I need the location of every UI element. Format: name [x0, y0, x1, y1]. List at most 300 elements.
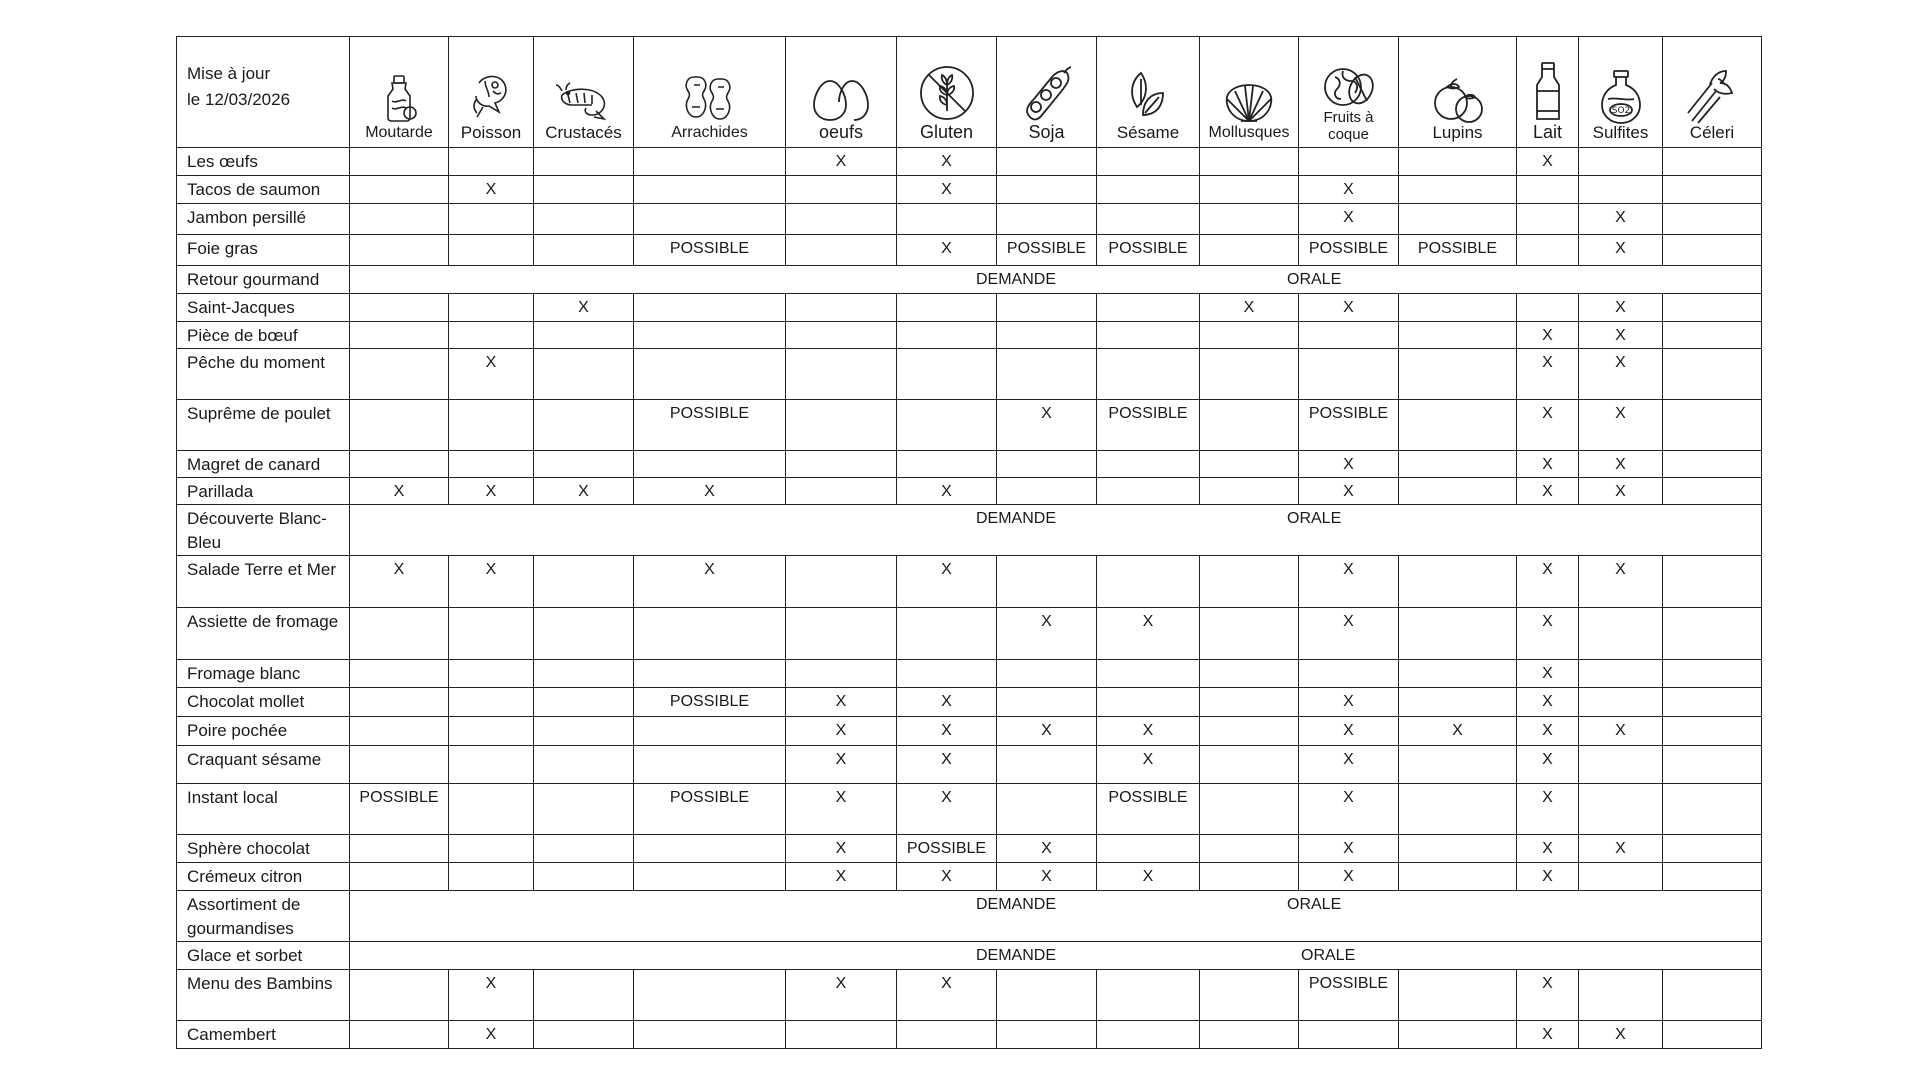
allergen-cell-lait: X: [1517, 660, 1579, 688]
allergen-cell-crustaces: [534, 204, 634, 235]
allergen-cell-moutarde: [350, 176, 449, 204]
allergen-cell-mollusques: [1200, 970, 1299, 1021]
note-orale: ORALE: [1301, 947, 1356, 964]
allergen-cell-sesame: POSSIBLE: [1097, 400, 1200, 451]
table-row: [177, 891, 1762, 942]
allergen-cell-fruits: X: [1299, 688, 1399, 717]
allergen-cell-lait: X: [1517, 717, 1579, 746]
table-row: [177, 942, 1762, 970]
allergen-cell-lupins: [1399, 204, 1517, 235]
dish-name: Foie gras: [177, 235, 350, 266]
allergen-cell-oeufs: [786, 176, 897, 204]
allergen-cell-sesame: [1097, 148, 1200, 176]
mustard-icon: [375, 73, 423, 125]
allergen-cell-sulfites: [1579, 688, 1663, 717]
allergen-cell-soja: [997, 660, 1097, 688]
allergen-cell-lait: X: [1517, 1021, 1579, 1049]
shell-icon: [1221, 81, 1277, 125]
allergen-cell-poisson: [449, 863, 534, 891]
col-fruits-a-coque: [1299, 37, 1399, 148]
allergen-cell-gluten: X: [897, 556, 997, 608]
allergen-cell-arachides: X: [634, 478, 786, 505]
allergen-cell-moutarde: [350, 717, 449, 746]
allergen-cell-sesame: X: [1097, 717, 1200, 746]
allergen-cell-sulfites: [1579, 863, 1663, 891]
allergen-cell-crustaces: [534, 688, 634, 717]
allergen-cell-celeri: [1663, 660, 1762, 688]
allergen-cell-celeri: [1663, 556, 1762, 608]
allergen-cell-lupins: [1399, 176, 1517, 204]
allergen-cell-moutarde: POSSIBLE: [350, 784, 449, 835]
note-demande: DEMANDE: [976, 271, 1057, 288]
dish-name: Glace et sorbet: [177, 942, 350, 970]
allergen-cell-soja: [997, 688, 1097, 717]
allergen-cell-soja: [997, 349, 1097, 400]
allergen-cell-lupins: [1399, 608, 1517, 660]
allergen-cell-celeri: [1663, 349, 1762, 400]
allergen-label: Arrachides: [671, 124, 748, 141]
allergen-cell-oeufs: X: [786, 688, 897, 717]
dish-name: Jambon persillé: [177, 204, 350, 235]
allergen-cell-lait: [1517, 176, 1579, 204]
allergen-cell-lupins: X: [1399, 717, 1517, 746]
allergen-cell-moutarde: [350, 863, 449, 891]
allergen-cell-sesame: [1097, 349, 1200, 400]
allergen-cell-soja: [997, 176, 1097, 204]
allergen-cell-arachides: POSSIBLE: [634, 784, 786, 835]
allergen-cell-oeufs: [786, 660, 897, 688]
allergen-cell-lait: X: [1517, 400, 1579, 451]
allergen-cell-oeufs: X: [786, 746, 897, 784]
allergen-cell-crustaces: [534, 717, 634, 746]
allergen-cell-moutarde: [350, 688, 449, 717]
allergen-cell-sulfites: [1579, 784, 1663, 835]
allergen-cell-gluten: X: [897, 784, 997, 835]
allergen-cell-soja: [997, 1021, 1097, 1049]
allergen-cell-crustaces: [534, 784, 634, 835]
allergen-cell-sesame: [1097, 1021, 1200, 1049]
allergen-cell-lait: X: [1517, 835, 1579, 863]
allergen-cell-sulfites: X: [1579, 322, 1663, 349]
allergen-cell-mollusques: [1200, 746, 1299, 784]
allergen-cell-gluten: X: [897, 688, 997, 717]
allergen-cell-oeufs: X: [786, 148, 897, 176]
allergen-cell-mollusques: [1200, 660, 1299, 688]
allergen-cell-soja: X: [997, 863, 1097, 891]
svg-text:SO2: SO2: [1611, 106, 1630, 116]
allergen-cell-celeri: [1663, 400, 1762, 451]
allergen-cell-lupins: [1399, 322, 1517, 349]
allergen-cell-lait: X: [1517, 451, 1579, 478]
allergen-cell-mollusques: [1200, 322, 1299, 349]
allergen-cell-fruits: X: [1299, 204, 1399, 235]
allergen-cell-oeufs: X: [786, 863, 897, 891]
allergen-cell-gluten: POSSIBLE: [897, 835, 997, 863]
table-row: [177, 451, 1762, 478]
allergen-cell-soja: POSSIBLE: [997, 235, 1097, 266]
table-row: [177, 505, 1762, 556]
allergen-cell-arachides: [634, 176, 786, 204]
allergen-cell-oeufs: [786, 322, 897, 349]
allergen-cell-sulfites: X: [1579, 400, 1663, 451]
allergen-cell-poisson: [449, 400, 534, 451]
dish-name: Chocolat mollet: [177, 688, 350, 717]
allergen-cell-gluten: [897, 322, 997, 349]
allergen-cell-lait: [1517, 235, 1579, 266]
allergen-cell-moutarde: [350, 204, 449, 235]
table-row: [177, 400, 1762, 451]
table-row: [177, 660, 1762, 688]
allergen-cell-fruits: [1299, 1021, 1399, 1049]
allergen-cell-lait: [1517, 294, 1579, 322]
allergen-cell-lupins: [1399, 970, 1517, 1021]
table-row: [177, 863, 1762, 891]
allergen-cell-mollusques: [1200, 204, 1299, 235]
allergen-cell-gluten: X: [897, 235, 997, 266]
allergen-cell-sulfites: X: [1579, 349, 1663, 400]
allergen-cell-lupins: [1399, 556, 1517, 608]
allergen-cell-fruits: [1299, 349, 1399, 400]
allergen-cell-arachides: [634, 294, 786, 322]
allergen-cell-sesame: [1097, 478, 1200, 505]
allergen-cell-crustaces: [534, 835, 634, 863]
allergen-cell-sesame: [1097, 688, 1200, 717]
dish-name: Poire pochée: [177, 717, 350, 746]
eggs-icon: [810, 77, 872, 123]
allergen-cell-sesame: [1097, 451, 1200, 478]
allergen-cell-poisson: [449, 688, 534, 717]
allergen-cell-lait: X: [1517, 784, 1579, 835]
allergen-label: Lait: [1532, 122, 1563, 142]
dish-name: Sphère chocolat: [177, 835, 350, 863]
allergen-cell-sulfites: [1579, 660, 1663, 688]
allergen-cell-arachides: X: [634, 556, 786, 608]
table-row: [177, 556, 1762, 608]
table-row: [177, 784, 1762, 835]
allergen-cell-soja: [997, 322, 1097, 349]
allergen-cell-lait: X: [1517, 608, 1579, 660]
allergen-cell-celeri: [1663, 784, 1762, 835]
table-row: [177, 322, 1762, 349]
col-poisson: [449, 37, 534, 148]
allergen-cell-crustaces: [534, 1021, 634, 1049]
dish-name: Découverte Blanc-Bleu: [177, 505, 350, 556]
col-sulfites: [1579, 37, 1663, 148]
allergen-cell-poisson: [449, 717, 534, 746]
dish-name: Saint-Jacques: [177, 294, 350, 322]
allergen-cell-sulfites: [1579, 148, 1663, 176]
col-oeufs: [786, 37, 897, 148]
allergen-cell-poisson: [449, 148, 534, 176]
allergen-cell-crustaces: [534, 746, 634, 784]
table-row: [177, 235, 1762, 266]
allergen-cell-lupins: [1399, 746, 1517, 784]
dish-name: Parillada: [177, 478, 350, 505]
allergen-cell-crustaces: [534, 176, 634, 204]
allergen-cell-crustaces: [534, 660, 634, 688]
allergen-cell-lupins: [1399, 863, 1517, 891]
allergen-cell-gluten: X: [897, 717, 997, 746]
allergen-cell-sulfites: X: [1579, 835, 1663, 863]
allergen-cell-lupins: POSSIBLE: [1399, 235, 1517, 266]
nut-icon: [1321, 63, 1377, 109]
dish-name: Salade Terre et Mer: [177, 556, 350, 608]
allergen-label: Crustacés: [545, 123, 622, 142]
note-orale: ORALE: [1287, 510, 1342, 527]
allergen-cell-poisson: [449, 746, 534, 784]
allergen-cell-moutarde: [350, 1021, 449, 1049]
table-row: [177, 835, 1762, 863]
dish-name: Assortiment de gourmandises: [177, 891, 350, 942]
allergen-cell-soja: [997, 148, 1097, 176]
allergen-cell-soja: X: [997, 835, 1097, 863]
lupin-icon: [1431, 77, 1485, 125]
allergen-cell-sesame: [1097, 204, 1200, 235]
dish-name: Les œufs: [177, 148, 350, 176]
allergen-cell-arachides: [634, 148, 786, 176]
allergen-cell-arachides: [634, 1021, 786, 1049]
allergen-cell-soja: [997, 784, 1097, 835]
allergen-cell-crustaces: X: [534, 294, 634, 322]
allergen-cell-celeri: [1663, 1021, 1762, 1049]
note-orale: ORALE: [1287, 896, 1342, 913]
allergen-cell-gluten: [897, 294, 997, 322]
allergen-cell-crustaces: [534, 322, 634, 349]
allergen-cell-mollusques: [1200, 148, 1299, 176]
allergen-cell-sulfites: [1579, 746, 1663, 784]
allergen-cell-celeri: [1663, 970, 1762, 1021]
ask-server-note: [350, 942, 1762, 970]
col-mollusques: [1200, 37, 1299, 148]
dish-name: Pêche du moment: [177, 349, 350, 400]
allergen-cell-fruits: X: [1299, 294, 1399, 322]
allergen-cell-lupins: [1399, 478, 1517, 505]
allergen-cell-fruits: X: [1299, 608, 1399, 660]
table-row: [177, 970, 1762, 1021]
allergen-cell-crustaces: [534, 556, 634, 608]
allergen-cell-oeufs: [786, 400, 897, 451]
col-arachides: [634, 37, 786, 148]
allergen-cell-sesame: [1097, 294, 1200, 322]
allergen-cell-poisson: X: [449, 556, 534, 608]
allergen-cell-arachides: [634, 970, 786, 1021]
table-row: [177, 688, 1762, 717]
allergen-cell-poisson: X: [449, 478, 534, 505]
note-demande: DEMANDE: [976, 510, 1057, 527]
allergen-label: Céleri: [1689, 123, 1735, 142]
allergen-cell-poisson: [449, 204, 534, 235]
allergen-cell-moutarde: [350, 608, 449, 660]
allergen-cell-moutarde: X: [350, 478, 449, 505]
allergen-cell-mollusques: [1200, 451, 1299, 478]
dish-name: Camembert: [177, 1021, 350, 1049]
dish-name: Tacos de saumon: [177, 176, 350, 204]
peanut-icon: [680, 73, 740, 125]
allergen-cell-fruits: X: [1299, 784, 1399, 835]
allergen-cell-arachides: [634, 608, 786, 660]
allergen-cell-sulfites: X: [1579, 451, 1663, 478]
allergen-cell-poisson: X: [449, 176, 534, 204]
dish-name: Retour gourmand: [177, 266, 350, 294]
allergen-cell-sulfites: [1579, 176, 1663, 204]
allergen-cell-gluten: [897, 1021, 997, 1049]
fish-icon: [465, 69, 517, 125]
allergen-cell-poisson: [449, 660, 534, 688]
allergen-label: Moutarde: [365, 124, 433, 141]
allergen-cell-sesame: POSSIBLE: [1097, 235, 1200, 266]
allergen-cell-lait: X: [1517, 478, 1579, 505]
allergen-cell-soja: [997, 970, 1097, 1021]
allergen-cell-moutarde: [350, 746, 449, 784]
allergen-cell-moutarde: X: [350, 556, 449, 608]
sesame-icon: [1123, 69, 1173, 125]
allergen-cell-moutarde: [350, 400, 449, 451]
allergen-cell-poisson: [449, 835, 534, 863]
allergen-cell-oeufs: [786, 608, 897, 660]
allergen-cell-poisson: [449, 784, 534, 835]
allergen-cell-arachides: [634, 717, 786, 746]
table-row: [177, 294, 1762, 322]
table-row: [177, 204, 1762, 235]
note-demande: DEMANDE: [976, 896, 1057, 913]
allergen-cell-mollusques: [1200, 1021, 1299, 1049]
allergen-cell-lupins: [1399, 400, 1517, 451]
allergen-cell-celeri: [1663, 451, 1762, 478]
allergen-cell-sesame: [1097, 556, 1200, 608]
allergen-label: Soja: [1028, 122, 1065, 142]
col-soja: [997, 37, 1097, 148]
allergen-cell-oeufs: [786, 556, 897, 608]
allergen-cell-mollusques: [1200, 349, 1299, 400]
allergen-cell-gluten: [897, 204, 997, 235]
allergen-cell-mollusques: X: [1200, 294, 1299, 322]
col-celeri: [1663, 37, 1762, 148]
allergen-cell-mollusques: [1200, 784, 1299, 835]
allergen-cell-oeufs: [786, 294, 897, 322]
allergen-cell-fruits: POSSIBLE: [1299, 235, 1399, 266]
allergen-cell-sesame: X: [1097, 608, 1200, 660]
allergen-cell-sesame: POSSIBLE: [1097, 784, 1200, 835]
col-lupins: [1399, 37, 1517, 148]
allergen-cell-lait: X: [1517, 970, 1579, 1021]
allergen-label: Gluten: [919, 122, 974, 142]
allergen-cell-fruits: [1299, 148, 1399, 176]
allergen-cell-arachides: POSSIBLE: [634, 688, 786, 717]
allergen-cell-lait: X: [1517, 863, 1579, 891]
allergen-cell-poisson: X: [449, 1021, 534, 1049]
allergen-cell-gluten: [897, 400, 997, 451]
header-row: [177, 37, 1762, 148]
allergen-label: Poisson: [460, 123, 522, 142]
allergen-cell-fruits: X: [1299, 835, 1399, 863]
col-sesame: [1097, 37, 1200, 148]
table-row: [177, 349, 1762, 400]
allergen-cell-lait: X: [1517, 556, 1579, 608]
milk-bottle-icon: [1533, 61, 1563, 123]
update-date: le 12/03/2026: [187, 90, 291, 109]
allergen-cell-soja: [997, 294, 1097, 322]
allergen-cell-oeufs: [786, 204, 897, 235]
dish-name: Suprême de poulet: [177, 400, 350, 451]
allergen-cell-crustaces: [534, 970, 634, 1021]
allergen-cell-arachides: [634, 863, 786, 891]
allergen-cell-oeufs: [786, 235, 897, 266]
allergen-cell-moutarde: [350, 235, 449, 266]
allergen-cell-arachides: [634, 451, 786, 478]
table-body: [177, 148, 1762, 1049]
allergen-cell-celeri: [1663, 835, 1762, 863]
allergen-cell-crustaces: [534, 608, 634, 660]
allergen-cell-soja: X: [997, 608, 1097, 660]
col-gluten: [897, 37, 997, 148]
dish-name: Menu des Bambins: [177, 970, 350, 1021]
allergen-cell-fruits: X: [1299, 478, 1399, 505]
allergen-cell-soja: [997, 451, 1097, 478]
allergen-cell-sesame: [1097, 322, 1200, 349]
table-row: [177, 148, 1762, 176]
allergen-cell-celeri: [1663, 746, 1762, 784]
allergen-cell-gluten: X: [897, 746, 997, 784]
allergen-cell-crustaces: [534, 235, 634, 266]
allergen-cell-oeufs: X: [786, 717, 897, 746]
allergen-label: Mollusques: [1208, 124, 1290, 141]
allergen-cell-mollusques: [1200, 608, 1299, 660]
table-row: [177, 266, 1762, 294]
allergen-cell-sesame: [1097, 835, 1200, 863]
table-row: [177, 717, 1762, 746]
allergen-cell-gluten: X: [897, 478, 997, 505]
allergen-cell-crustaces: [534, 863, 634, 891]
allergen-cell-arachides: POSSIBLE: [634, 235, 786, 266]
allergen-cell-celeri: [1663, 608, 1762, 660]
allergen-cell-crustaces: [534, 451, 634, 478]
soy-icon: [1020, 65, 1074, 123]
allergen-cell-oeufs: [786, 1021, 897, 1049]
allergen-cell-mollusques: [1200, 688, 1299, 717]
allergen-cell-fruits: X: [1299, 863, 1399, 891]
note-demande: DEMANDE: [976, 947, 1057, 964]
update-label: Mise à jour: [187, 64, 271, 83]
allergen-cell-fruits: X: [1299, 176, 1399, 204]
allergen-cell-oeufs: [786, 349, 897, 400]
allergen-cell-soja: [997, 204, 1097, 235]
dish-name: Instant local: [177, 784, 350, 835]
allergen-cell-arachides: [634, 204, 786, 235]
allergen-cell-poisson: [449, 451, 534, 478]
dish-name: Assiette de fromage: [177, 608, 350, 660]
allergen-cell-lupins: [1399, 835, 1517, 863]
dish-name: Pièce de bœuf: [177, 322, 350, 349]
allergen-cell-moutarde: [350, 451, 449, 478]
ask-server-note: [350, 505, 1762, 556]
allergen-cell-gluten: X: [897, 176, 997, 204]
allergen-cell-celeri: [1663, 717, 1762, 746]
col-lait: [1517, 37, 1579, 148]
allergen-cell-fruits: X: [1299, 556, 1399, 608]
allergen-cell-lait: X: [1517, 148, 1579, 176]
allergen-cell-arachides: [634, 835, 786, 863]
ask-server-note: [350, 891, 1762, 942]
allergen-label: Fruits à coque: [1323, 109, 1374, 143]
allergen-cell-crustaces: X: [534, 478, 634, 505]
allergen-cell-celeri: [1663, 863, 1762, 891]
allergen-cell-moutarde: [350, 970, 449, 1021]
allergen-cell-poisson: [449, 608, 534, 660]
table-row: [177, 1021, 1762, 1049]
allergen-cell-arachides: [634, 322, 786, 349]
allergen-cell-lait: X: [1517, 322, 1579, 349]
allergen-cell-gluten: X: [897, 148, 997, 176]
